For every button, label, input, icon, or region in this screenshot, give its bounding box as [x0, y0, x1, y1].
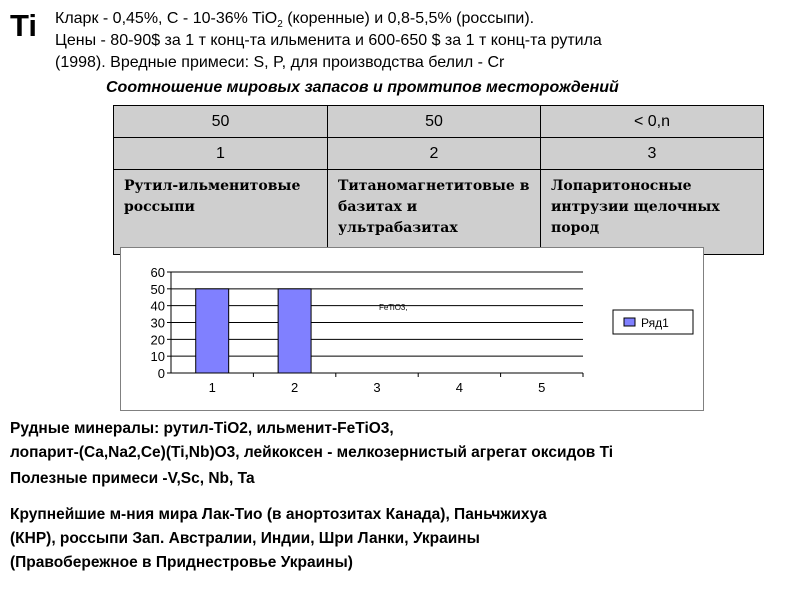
y-tick-label: 60 [150, 265, 165, 280]
reserve-cell-2: 50 [328, 106, 541, 138]
x-tick-label: 1 [208, 380, 216, 395]
reserves-table [113, 105, 764, 255]
useful-impurities: Полезные примеси -V,Sc, Nb, Ta [10, 470, 255, 487]
bar-2 [278, 289, 311, 373]
element-symbol: Ti [10, 8, 37, 43]
legend-label: Ряд1 [641, 316, 669, 330]
chart-legend [613, 310, 693, 334]
y-tick-label: 0 [157, 366, 165, 381]
chart-svg [121, 248, 703, 410]
number-cell-2: 2 [328, 138, 541, 170]
clarke-text: Кларк - 0,45%, C - 10-36% TiO [55, 10, 278, 27]
type-cell-1: Рутил-ильменитовые россыпи [114, 170, 328, 255]
x-tick-label: 5 [538, 380, 546, 395]
type-row [114, 170, 764, 255]
type-cell-2: Титаномагнетитовые в базитах и ультрабазитах [328, 170, 541, 255]
number-row [114, 138, 764, 170]
ore-minerals-line-2: лопарит-(Ca,Na2,Ce)(Ti,Nb)O3, лейкоксен - мелкозернистый агрегат оксидов Ti [10, 444, 614, 461]
y-tick-label: 40 [150, 298, 165, 314]
table-title: Соотношение мировых запасов и промтипов месторождений [106, 79, 619, 96]
number-cell-3: 3 [541, 138, 764, 170]
y-tick-label: 50 [150, 281, 165, 297]
reserve-cell-3: < 0,n [541, 106, 764, 138]
header-line-impurities: (1998). Вредные примеси: S, P, для производства белил - Cr [55, 54, 505, 71]
number-cell-1: 1 [114, 138, 328, 170]
largest-deposits-line-1: Крупнейшие м-ния мира Лак-Тио (в анортозитах Канада), Паньчжихуа [10, 506, 547, 523]
clarke-text-rest: (коренные) и 0,8-5,5% (россыпи). [282, 10, 535, 27]
y-tick-label: 20 [150, 332, 165, 348]
chart-annotation: FeTiO3, [379, 303, 408, 312]
type-cell-3: Лопаритоносные интрузии щелочных пород [541, 170, 764, 255]
bar-1 [196, 289, 229, 373]
largest-deposits-line-3: (Правобережное в Приднестровье Украины) [10, 554, 353, 571]
largest-deposits-line-2: (КНР), россыпи Зап. Австралии, Индии, Шри Ланки, Украины [10, 530, 480, 547]
chart-grid [171, 272, 583, 356]
y-tick-label: 10 [150, 349, 165, 365]
reserves-row [114, 106, 764, 138]
chart-bars [196, 289, 311, 373]
legend-swatch [624, 318, 635, 326]
x-tick-label: 4 [455, 380, 464, 395]
bar-chart [120, 247, 704, 411]
reserve-cell-1: 50 [114, 106, 328, 138]
y-tick-label: 30 [150, 315, 165, 331]
ore-minerals-line-1: Рудные минералы: рутил-TiO2, ильменит-FeTiO3, [10, 420, 394, 437]
clarke-subscript: 2 [277, 19, 283, 31]
x-tick-label: 3 [373, 380, 381, 395]
header-line-prices: Цены - 80-90$ за 1 т конц-та ильменита и 600-650 $ за 1 т конц-та рутила [55, 32, 602, 49]
x-tick-label: 2 [290, 380, 299, 395]
